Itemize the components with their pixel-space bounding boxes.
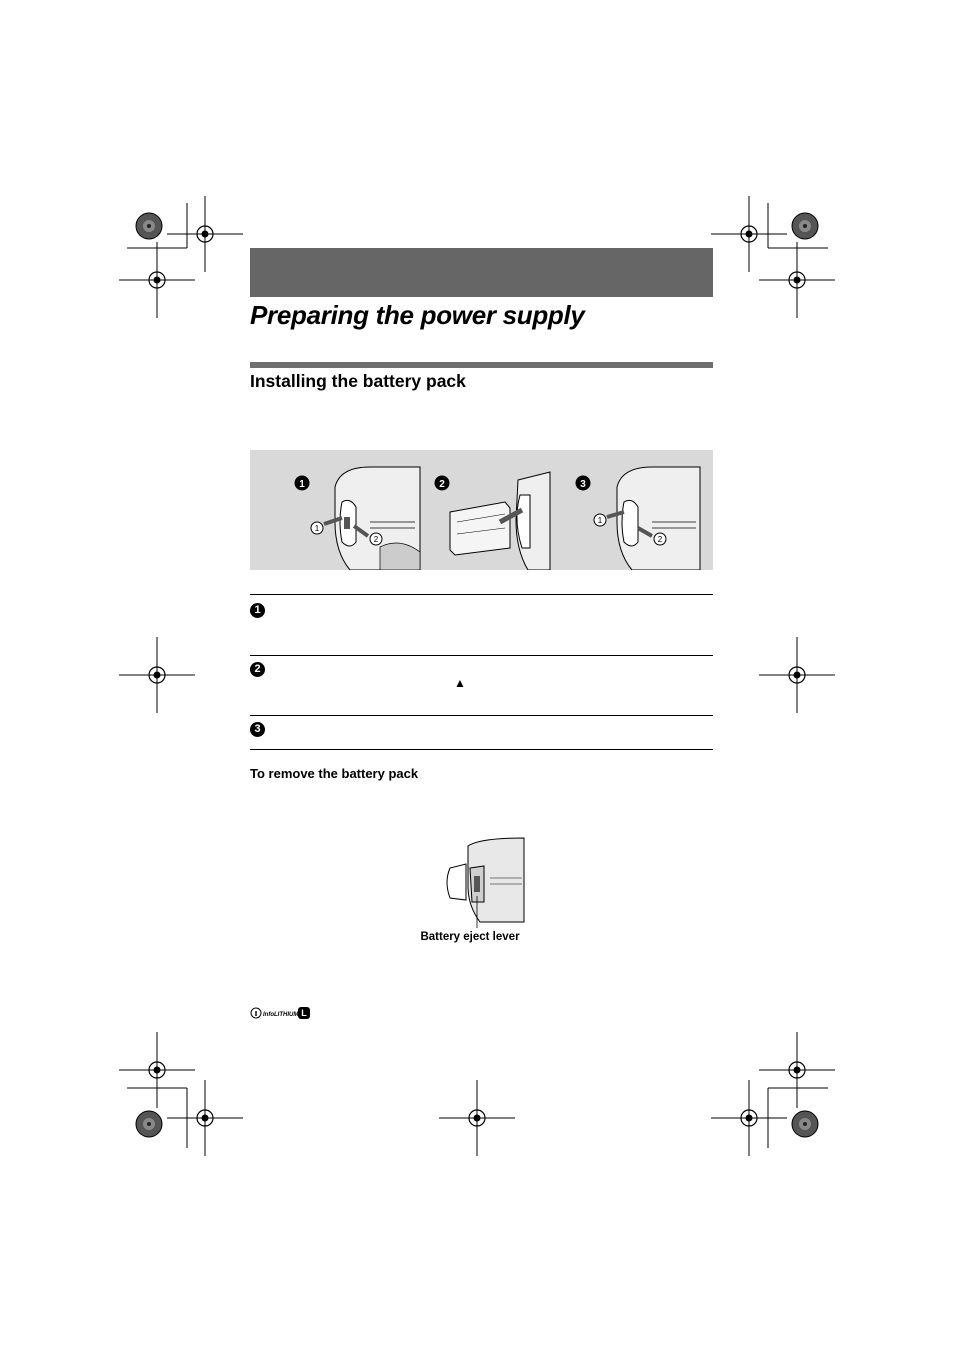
step-divider — [250, 749, 713, 750]
svg-text:2: 2 — [657, 535, 663, 544]
step-divider — [250, 715, 713, 716]
svg-text:2: 2 — [373, 535, 379, 544]
triangle-mark: ▲ — [454, 676, 466, 690]
battery-install-illustration — [250, 450, 713, 570]
camera-drawing-2 — [516, 472, 550, 570]
step-divider — [250, 594, 713, 595]
step-1-number: 1 — [250, 603, 265, 618]
page-title: Preparing the power supply — [250, 300, 585, 330]
section-rule — [250, 362, 713, 368]
svg-text:1: 1 — [299, 479, 305, 490]
remove-heading: To remove the battery pack — [250, 766, 419, 781]
battery-drawing — [450, 502, 510, 555]
section-title: Installing the battery pack — [250, 371, 466, 391]
camera-drawing-1 — [335, 467, 420, 570]
step-divider — [250, 655, 713, 656]
step-2-number: 2 — [250, 662, 265, 677]
svg-text:1: 1 — [314, 524, 320, 533]
svg-text:InfoLITHIUM: InfoLITHIUM — [263, 1012, 299, 1018]
infolithium-logo — [250, 1005, 314, 1021]
svg-text:2: 2 — [439, 479, 445, 490]
step-3-number: 3 — [250, 722, 265, 737]
svg-text:1: 1 — [597, 516, 603, 525]
svg-text:L: L — [301, 1008, 307, 1018]
illustration-panel — [250, 450, 713, 570]
header-band — [250, 248, 713, 297]
eject-lever-illustration — [440, 836, 530, 928]
camera-drawing-3 — [617, 467, 700, 570]
svg-text:3: 3 — [580, 479, 586, 490]
eject-lever-label: Battery eject lever — [420, 931, 520, 943]
